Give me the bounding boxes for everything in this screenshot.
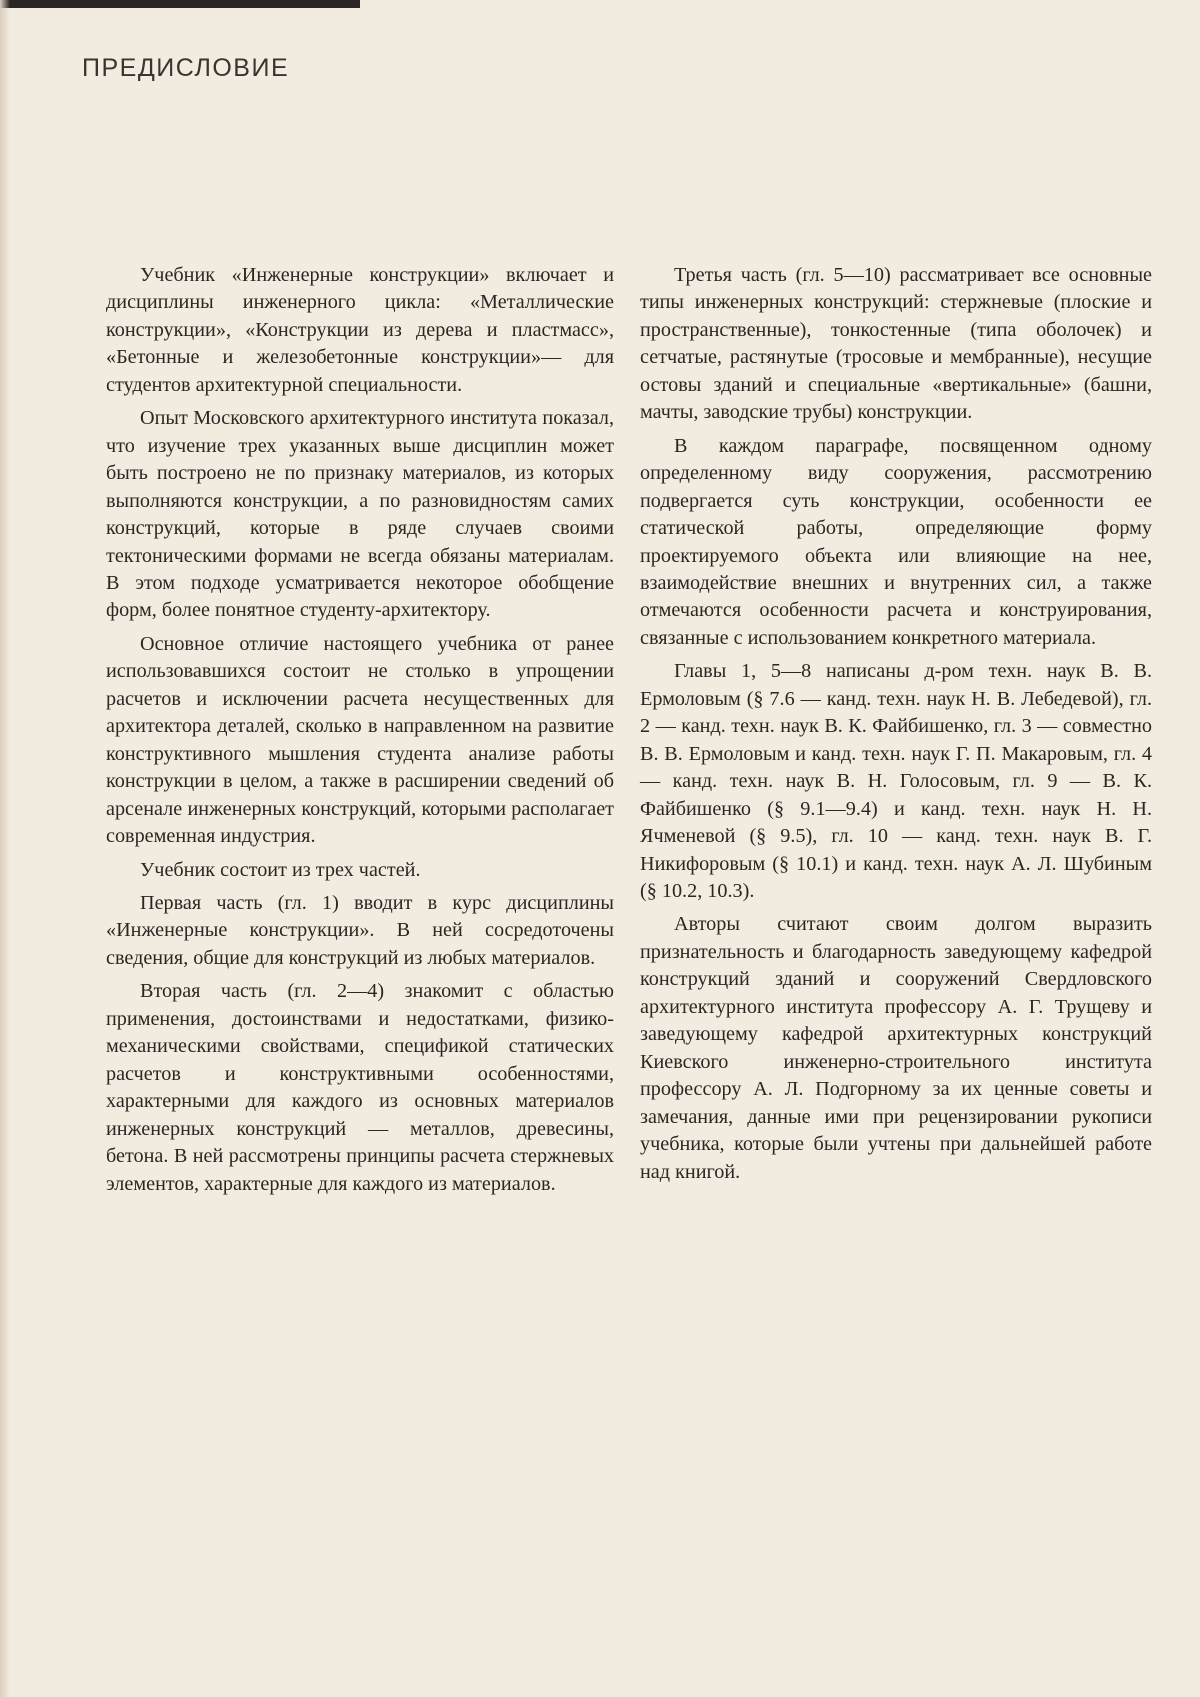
binding-shadow	[0, 0, 10, 1697]
paragraph: Учебник «Инженерные конструкции» включает и дисциплины инженерного цикла: «Металлические конструкции», «Конструкции из дерева и пластмасс», «Бетонные и железобетонные конструкции»— для студентов архитектурной специальности.	[106, 264, 614, 396]
paragraph: Вторая часть (гл. 2—4) знакомит с областью применения, достоинствами и недостатками, физико-механическими свойствами, спецификой статических расчетов и конструктивными особенностями, характерными для каждого из основных материалов инженерных конструкций — металлов, древесины, бетона. В ней рассмотрены принципы расчета стержневых элементов, характерные для каждого из материалов.	[106, 980, 614, 1195]
page-heading: ПРЕДИСЛОВИЕ	[82, 54, 290, 82]
paragraph: Учебник состоит из трех частей.	[140, 858, 421, 881]
paragraph: Авторы считают своим долгом выразить признательность и благодарность заведующему кафедрой конструкций зданий и сооружений Свердловского архитектурного института профессору А. Г. Трущеву и заведующему кафедрой архитектурных конструкций Киевского инженерно-строительного института профессору А. Л. Подгорному за их ценные советы и замечания, данные ими при рецензировании рукописи учебника, которые были учтены при дальнейшей работе над книгой.	[640, 913, 1152, 1183]
paragraph: Опыт Московского архитектурного института показал, что изучение трех указанных выше дисциплин может быть построено не по признаку материалов, из которых выполняются конструкции, а по разновидностям самих конструкций, которые в ряде случаев своими тектоническими формами не всегда обязаны материалам. В этом подходе усматривается некоторое обобщение форм, более понятное студенту-архитектору.	[106, 407, 614, 622]
paragraph: Первая часть (гл. 1) вводит в курс дисциплины «Инженерные конструкции». В ней сосредоточены сведения, общие для конструкций из любых материалов.	[106, 891, 614, 969]
scan-edge-band	[0, 0, 360, 8]
right-text-column	[640, 262, 1152, 1192]
paragraph: Третья часть (гл. 5—10) рассматривает все основные типы инженерных конструкций: стержневые (плоские и пространственные), тонкостенные (типа оболочек) и сетчатые, растянутые (тросовые и мембранные), несущие остовы зданий и специальные «вертикальные» (башни, мачты, заводские трубы) конструкции.	[640, 264, 1152, 424]
paragraph: Основное отличие настоящего учебника от ранее использовавшихся состоит не столько в упрощении расчетов и исключении расчета несущественных для архитектора деталей, сколько в направленном на развитие конструктивного мышления студента анализе работы конструкции в целом, а также в расширении сведений об арсенале инженерных конструкций, которыми располагает современная индустрия.	[106, 632, 614, 848]
left-text-column	[106, 262, 614, 1204]
paragraph: В каждом параграфе, посвященном одному определенному виду сооружения, рассмотрению подвергается суть конструкции, особенности ее статической работы, определяющие форму проектируемого объекта или влияющие на нее, взаимодействие внешних и внутренних сил, а также отмечаются особенности расчета и конструирования, связанные с использованием конкретного материала.	[640, 434, 1152, 649]
paragraph: Главы 1, 5—8 написаны д-ром техн. наук В. В. Ермоловым (§ 7.6 — канд. техн. наук Н. В. Лебедевой), гл. 2 — канд. техн. наук В. К. Файбишенко, гл. 3 — совместно В. В. Ермоловым и канд. техн. наук Г. П. Макаровым, гл. 4 — канд. техн. наук В. Н. Голосовым, гл. 9 — В. К. Файбишенко (§ 9.1—9.4) и канд. техн. наук Н. Н. Ячменевой (§ 9.5), гл. 10 — канд. техн. наук В. Г. Никифоровым (§ 10.1) и канд. техн. наук А. Л. Шубиным (§ 10.2, 10.3).	[640, 660, 1152, 902]
